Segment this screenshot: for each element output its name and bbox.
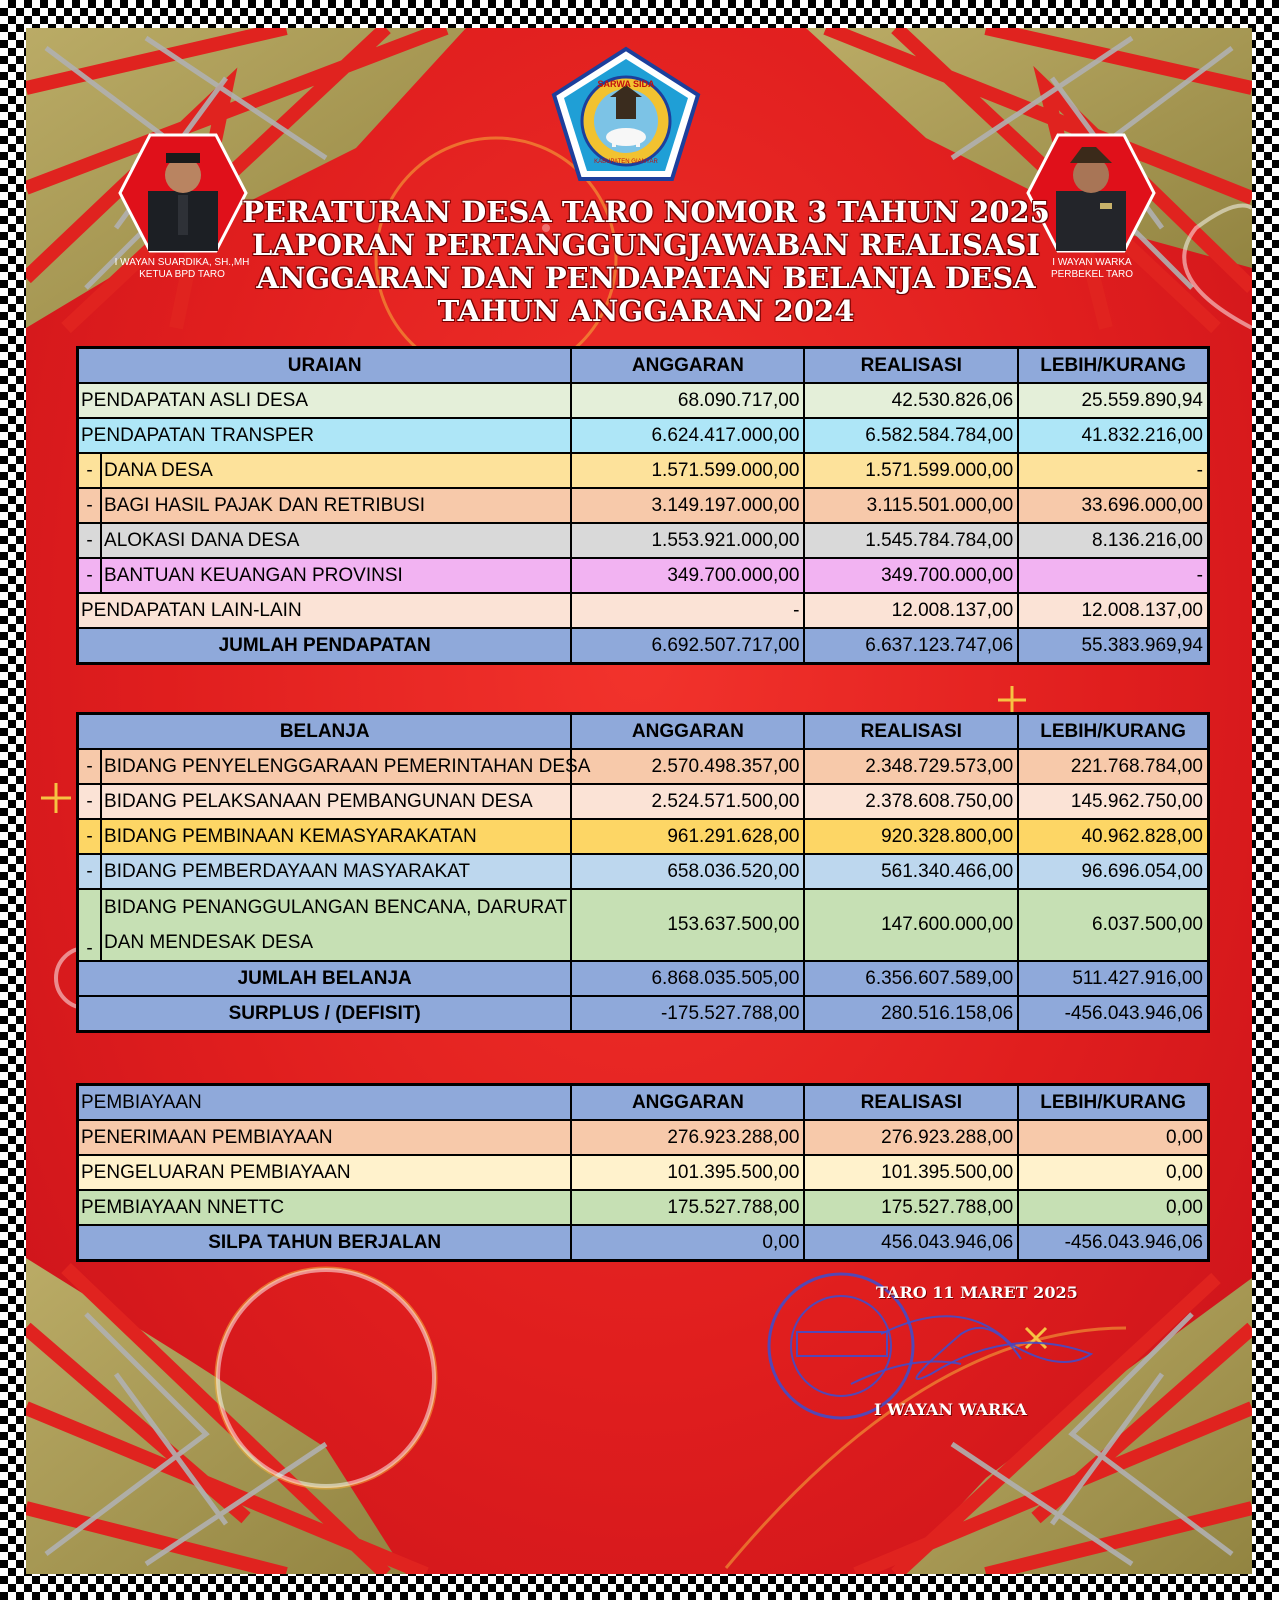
row-dash: - xyxy=(78,784,102,819)
cell-anggaran: 68.090.717,00 xyxy=(571,383,804,418)
header-cell: LEBIH/KURANG xyxy=(1018,348,1208,384)
header-cell: URAIAN xyxy=(78,348,572,384)
table-row xyxy=(78,854,1209,889)
cell-realisasi: 175.527.788,00 xyxy=(804,1190,1018,1225)
cell-realisasi: 561.340.466,00 xyxy=(804,854,1018,889)
header-cell: REALISASI xyxy=(804,714,1018,750)
pendapatan-table xyxy=(76,346,1210,665)
row-label-line: DAN MENDESAK DESA xyxy=(104,932,314,953)
cell-lebih-kurang: 0,00 xyxy=(1018,1120,1208,1155)
belanja-table xyxy=(76,712,1210,1033)
table-row xyxy=(78,593,1209,628)
cell-realisasi: 920.328.800,00 xyxy=(804,819,1018,854)
cell-lebih-kurang: 221.768.784,00 xyxy=(1018,749,1208,784)
cell-anggaran: 2.524.571.500,00 xyxy=(571,784,804,819)
cell-anggaran: 1.571.599.000,00 xyxy=(571,453,804,488)
page-title xyxy=(226,196,1066,328)
title-line-4: TAHUN ANGGARAN 2024 xyxy=(437,294,855,328)
table-row xyxy=(78,488,1209,523)
row-dash: - xyxy=(78,854,102,889)
total-row xyxy=(78,1225,1209,1261)
signature-name: I WAYAN WARKA xyxy=(874,1400,1027,1419)
row-dash: - xyxy=(78,453,102,488)
cell-lebih-kurang: 25.559.890,94 xyxy=(1018,383,1208,418)
pembiayaan-table xyxy=(76,1083,1210,1262)
cell-realisasi: 349.700.000,00 xyxy=(804,558,1018,593)
row-label: BIDANG PELAKSANAAN PEMBANGUNAN DESA xyxy=(101,784,571,819)
row-label: PENDAPATAN ASLI DESA xyxy=(78,383,572,418)
row-dash: - xyxy=(78,819,102,854)
total-row xyxy=(78,961,1209,996)
cell-realisasi: 276.923.288,00 xyxy=(804,1120,1018,1155)
cell-anggaran: 3.149.197.000,00 xyxy=(571,488,804,523)
row-label: BAGI HASIL PAJAK DAN RETRIBUSI xyxy=(101,488,571,523)
cell-lebih-kurang: 41.832.216,00 xyxy=(1018,418,1208,453)
total-label: JUMLAH PENDAPATAN xyxy=(78,628,572,664)
header-cell: LEBIH/KURANG xyxy=(1018,714,1208,750)
table-row xyxy=(78,523,1209,558)
total-row xyxy=(78,996,1209,1032)
row-label: PEMBIAYAAN NNETTC xyxy=(78,1190,572,1225)
cell-lebih-kurang: 33.696.000,00 xyxy=(1018,488,1208,523)
row-dash: - xyxy=(78,889,102,961)
cell-anggaran: 2.570.498.357,00 xyxy=(571,749,804,784)
left-person-role: KETUA BPD TARO xyxy=(139,269,225,280)
cell-realisasi: 1.545.784.784,00 xyxy=(804,523,1018,558)
total-realisasi: 456.043.946,06 xyxy=(804,1225,1018,1261)
right-person-name: I WAYAN WARKA xyxy=(1052,257,1132,268)
title-line-1: PERATURAN DESA TARO NOMOR 3 TAHUN 2025 xyxy=(242,195,1050,229)
cell-lebih-kurang: - xyxy=(1018,558,1208,593)
cell-lebih-kurang: 8.136.216,00 xyxy=(1018,523,1208,558)
table-row xyxy=(78,784,1209,819)
table-header-row xyxy=(78,714,1209,750)
row-label: BIDANG PENYELENGGARAAN PEMERINTAHAN DESA xyxy=(101,749,571,784)
header-cell: REALISASI xyxy=(804,1085,1018,1121)
total-realisasi: 6.637.123.747,06 xyxy=(804,628,1018,664)
row-label: ALOKASI DANA DESA xyxy=(101,523,571,558)
total-lebih-kurang: 511.427.916,00 xyxy=(1018,961,1208,996)
total-anggaran: 0,00 xyxy=(571,1225,804,1261)
cell-anggaran: - xyxy=(571,593,804,628)
row-dash: - xyxy=(78,488,102,523)
row-label: PENERIMAAN PEMBIAYAAN xyxy=(78,1120,572,1155)
row-label: PENGELUARAN PEMBIAYAAN xyxy=(78,1155,572,1190)
cell-realisasi: 12.008.137,00 xyxy=(804,593,1018,628)
cell-anggaran: 175.527.788,00 xyxy=(571,1190,804,1225)
row-label: PENDAPATAN LAIN-LAIN xyxy=(78,593,572,628)
cell-realisasi: 6.582.584.784,00 xyxy=(804,418,1018,453)
cell-lebih-kurang: 12.008.137,00 xyxy=(1018,593,1208,628)
cell-anggaran: 276.923.288,00 xyxy=(571,1120,804,1155)
cell-lebih-kurang: 0,00 xyxy=(1018,1190,1208,1225)
header-cell: ANGGARAN xyxy=(571,1085,804,1121)
cell-lebih-kurang: - xyxy=(1018,453,1208,488)
total-row xyxy=(78,628,1209,664)
total-anggaran: -175.527.788,00 xyxy=(571,996,804,1032)
emblem-lettering: SARWA SIDA xyxy=(597,79,655,89)
cell-realisasi: 42.530.826,06 xyxy=(804,383,1018,418)
cell-lebih-kurang: 0,00 xyxy=(1018,1155,1208,1190)
cell-anggaran: 349.700.000,00 xyxy=(571,558,804,593)
row-label-line: BIDANG PENANGGULANGAN BENCANA, DARURAT xyxy=(104,897,568,918)
left-person-name: I WAYAN SUARDIKA, SH.,MH xyxy=(114,257,250,268)
table-row xyxy=(78,749,1209,784)
row-label: DANA DESA xyxy=(101,453,571,488)
row-label: BIDANG PEMBINAAN KEMASYARAKATAN xyxy=(101,819,571,854)
total-lebih-kurang: 55.383.969,94 xyxy=(1018,628,1208,664)
table-row xyxy=(78,453,1209,488)
row-label: BIDANG PEMBERDAYAAN MASYARAKAT xyxy=(101,854,571,889)
table-header-row xyxy=(78,348,1209,384)
table-row xyxy=(78,1190,1209,1225)
title-line-2: LAPORAN PERTANGGUNGJAWABAN REALISASI xyxy=(252,228,1040,262)
header-cell: BELANJA xyxy=(78,714,572,750)
row-dash: - xyxy=(78,558,102,593)
total-realisasi: 6.356.607.589,00 xyxy=(804,961,1018,996)
row-label: PENDAPATAN TRANSPER xyxy=(78,418,572,453)
table-row xyxy=(78,418,1209,453)
total-label: SILPA TAHUN BERJALAN xyxy=(78,1225,572,1261)
row-dash: - xyxy=(78,523,102,558)
total-lebih-kurang: -456.043.946,06 xyxy=(1018,996,1208,1032)
total-anggaran: 6.692.507.717,00 xyxy=(571,628,804,664)
cell-anggaran: 1.553.921.000,00 xyxy=(571,523,804,558)
cell-anggaran: 101.395.500,00 xyxy=(571,1155,804,1190)
row-dash: - xyxy=(78,749,102,784)
cell-realisasi: 101.395.500,00 xyxy=(804,1155,1018,1190)
emblem-lettering-bottom: KABUPATEN GIANYAR xyxy=(594,159,658,165)
table-row xyxy=(78,819,1209,854)
row-label xyxy=(101,889,571,961)
table-row xyxy=(78,1155,1209,1190)
cell-realisasi: 3.115.501.000,00 xyxy=(804,488,1018,523)
right-person-role: PERBEKEL TARO xyxy=(1050,269,1134,280)
total-anggaran: 6.868.035.505,00 xyxy=(571,961,804,996)
signature-place-date: TARO 11 MARET 2025 xyxy=(876,1283,1078,1302)
header-cell: PEMBIAYAAN xyxy=(78,1085,572,1121)
table-row xyxy=(78,889,1209,961)
row-label: BANTUAN KEUANGAN PROVINSI xyxy=(101,558,571,593)
poster-background xyxy=(26,28,1252,1574)
cell-realisasi: 2.378.608.750,00 xyxy=(804,784,1018,819)
cell-anggaran: 658.036.520,00 xyxy=(571,854,804,889)
cell-lebih-kurang: 96.696.054,00 xyxy=(1018,854,1208,889)
header-cell: ANGGARAN xyxy=(571,348,804,384)
cell-lebih-kurang: 145.962.750,00 xyxy=(1018,784,1208,819)
total-lebih-kurang: -456.043.946,06 xyxy=(1018,1225,1208,1261)
table-row xyxy=(78,383,1209,418)
table-row xyxy=(78,1120,1209,1155)
cell-realisasi: 147.600.000,00 xyxy=(804,889,1018,961)
title-line-3: ANGGARAN DAN PENDAPATAN BELANJA DESA xyxy=(256,261,1036,295)
total-label: SURPLUS / (DEFISIT) xyxy=(78,996,572,1032)
cell-anggaran: 961.291.628,00 xyxy=(571,819,804,854)
cell-lebih-kurang: 40.962.828,00 xyxy=(1018,819,1208,854)
header-cell: REALISASI xyxy=(804,348,1018,384)
cell-anggaran: 6.624.417.000,00 xyxy=(571,418,804,453)
cell-lebih-kurang: 6.037.500,00 xyxy=(1018,889,1208,961)
total-realisasi: 280.516.158,06 xyxy=(804,996,1018,1032)
total-label: JUMLAH BELANJA xyxy=(78,961,572,996)
table-row xyxy=(78,558,1209,593)
header-cell: LEBIH/KURANG xyxy=(1018,1085,1208,1121)
header-cell: ANGGARAN xyxy=(571,714,804,750)
table-header-row xyxy=(78,1085,1209,1121)
cell-realisasi: 1.571.599.000,00 xyxy=(804,453,1018,488)
cell-realisasi: 2.348.729.573,00 xyxy=(804,749,1018,784)
village-emblem-icon xyxy=(550,45,702,185)
cell-anggaran: 153.637.500,00 xyxy=(571,889,804,961)
